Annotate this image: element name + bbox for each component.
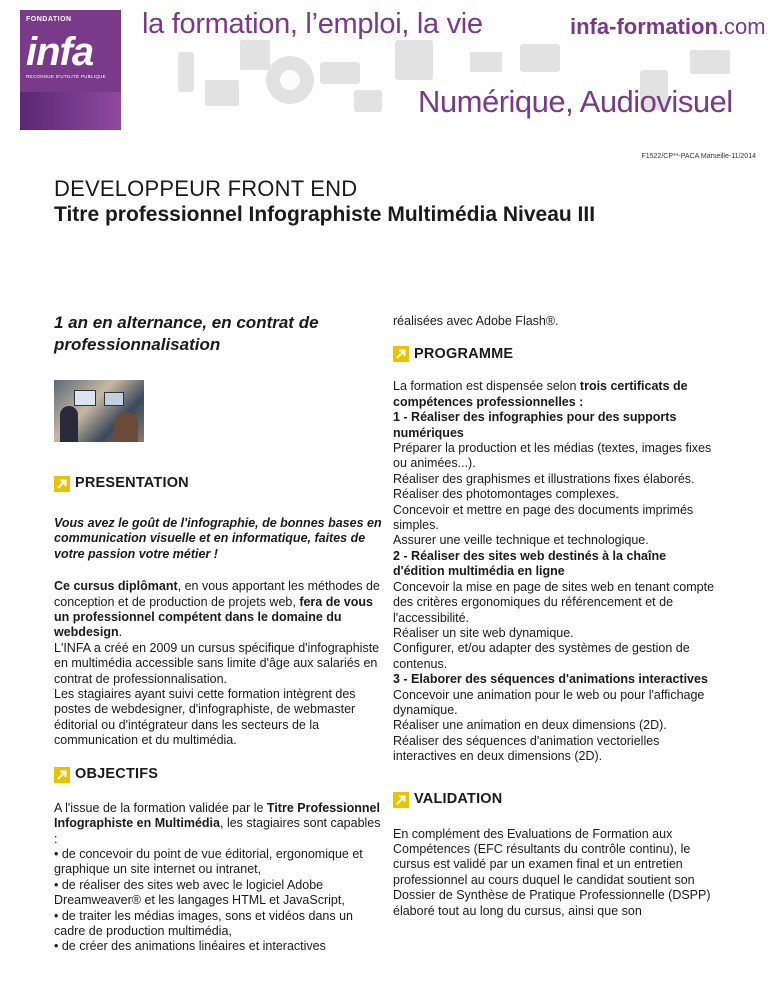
objectifs-heading-label: OBJECTIFS: [75, 765, 159, 782]
page-title: DEVELOPPEUR FRONT END: [54, 176, 358, 201]
list-item: • de concevoir du point de vue éditorial, ergonomique et graphique un site internet ou intranet,: [54, 846, 363, 877]
programme-intro: [393, 379, 719, 410]
site-name-link[interactable]: [570, 14, 766, 40]
domain-title: Numérique, Audiovisuel: [418, 84, 733, 119]
validation-heading: [393, 792, 719, 808]
obj-bold-1: Titre Professionnel Infographiste en Multimédia: [54, 800, 380, 831]
list-item: Réaliser des séquences d'animation vectorielles interactives en deux dimensions (2D).: [393, 733, 660, 764]
validation-text: En complément des Evaluations de Formation aux Compétences (EFC résultants du contrôle continu), le cursus est validé par un examen final et un entretien professionnel au cours duquel le candidat soutient son Dossier de Synthèse de Pratique Professionnelle (DSPP) élaboré tout au long du cursus, ainsi que son: [393, 826, 711, 918]
arrow-up-right-icon: [393, 346, 409, 362]
list-item: Configurer, et/ou adapter des systèmes de gestion de contenus.: [393, 641, 690, 671]
left-column: [54, 312, 384, 955]
photo-screen: [74, 390, 96, 406]
cursus-bold-1: Ce cursus diplômant: [54, 579, 178, 594]
reference-code: F1522/CP**-PACA Marseille-11/2014: [641, 153, 756, 160]
list-item: Réaliser un site web dynamique.: [393, 625, 574, 640]
photo-person: [60, 406, 78, 442]
cursus-bold-2: fera de vous un professionnel compétent dans le domaine du webdesign: [54, 594, 373, 640]
arrow-up-right-icon: [54, 476, 70, 492]
list-item: Concevoir une animation pour le web ou pour l'affichage dynamique.: [393, 687, 705, 717]
obj-text-1: A l'issue de la formation validée par le: [54, 800, 267, 815]
obj-text-2: , les stagiaires sont capables :: [54, 816, 381, 846]
validation-heading-label: VALIDATION: [414, 790, 503, 807]
objectifs-heading: [54, 767, 384, 783]
list-item: Réaliser des graphismes et illustrations fixes élaborés.: [393, 471, 695, 486]
list-item: • de traiter les médias images, sons et vidéos dans un cadre de production multimédia,: [54, 908, 353, 938]
programme-heading: [393, 346, 719, 362]
list-item: Concevoir et mettre en page des documents imprimés simples.: [393, 502, 694, 533]
cursus-text-1: , en vous apportant les méthodes de conception et de production de projets web,: [54, 579, 380, 609]
site-name-bold: infa-formation: [570, 14, 718, 39]
header-banner: [0, 0, 768, 140]
prog-bold-1: trois certificats de compétences professionnelles :: [393, 379, 688, 409]
classroom-photo: [54, 380, 144, 442]
flash-continuation: réalisées avec Adobe Flash®.: [393, 314, 559, 328]
arrow-up-right-icon: [54, 767, 70, 783]
alternance-title: 1 an en alternance, en contrat de professionnalisation: [54, 313, 319, 354]
programme-heading-label: PROGRAMME: [414, 345, 514, 362]
cursus-paragraph-3: Les stagiaires ayant suivi cette formation intègrent des postes de webdesigner, d'infographiste, de webmaster éditorial ou d'intégrateur dans les secteurs de la communication et du multimédia.: [54, 687, 356, 748]
list-item: Assurer une veille technique et technologique.: [393, 533, 649, 548]
logo-stripe: [20, 92, 121, 130]
site-name-suffix: .com: [717, 14, 766, 39]
infa-logo[interactable]: [20, 10, 121, 130]
list-item: Concevoir la mise en page de sites web en tenant compte des critères ergonomiques du référencement et de l'accessibilité.: [393, 579, 715, 625]
logo-subtext: RECONNUE D'UTILITÉ PUBLIQUE: [26, 74, 106, 79]
page-subtitle: Titre professionnel Infographiste Multimédia Niveau III: [54, 203, 596, 226]
cursus-text-2: .: [118, 625, 123, 640]
list-item: • de créer des animations linéaires et interactives: [54, 939, 326, 954]
intro-text: Vous avez le goût de l'infographie, de bonnes bases en communication visuelle et en informatique, faites de votre passion votre métier !: [54, 516, 382, 561]
certificate-3-heading: 3 - Elaborer des séquences d'animations interactives: [393, 672, 708, 687]
list-item: Réaliser des photomontages complexes.: [393, 487, 619, 502]
logo-word: infa: [26, 30, 94, 74]
list-item: Préparer la production et les médias (textes, images fixes ou animées...).: [393, 441, 712, 471]
presentation-heading: [54, 476, 384, 492]
logo-top-text: FONDATION: [26, 16, 72, 23]
list-item: Réaliser une animation en deux dimensions (2D).: [393, 718, 667, 733]
objectifs-intro: [54, 801, 384, 847]
certificate-1-heading: 1 - Réaliser des infographies pour des supports numériques: [393, 410, 677, 440]
photo-screen: [104, 392, 124, 406]
tagline: la formation, l’emploi, la vie: [142, 8, 483, 40]
cursus-paragraph: [54, 579, 384, 641]
presentation-heading-label: PRESENTATION: [75, 475, 189, 492]
prog-text-1: La formation est dispensée selon: [393, 379, 580, 394]
cursus-paragraph-2: L'INFA a créé en 2009 un cursus spécifique d'infographiste en multimédia accessible sans limite d'âge aux salariés en contrat de professionnalisation.: [54, 640, 380, 686]
arrow-up-right-icon: [393, 792, 409, 808]
list-item: • de réaliser des sites web avec le logiciel Adobe Dreamweaver® et les langages HTML et JavaScript,: [54, 877, 345, 908]
certificate-2-heading: 2 - Réaliser des sites web destinés à la chaîne d'édition multimédia en ligne: [393, 548, 667, 579]
right-column: [393, 314, 719, 919]
photo-person: [114, 412, 138, 442]
